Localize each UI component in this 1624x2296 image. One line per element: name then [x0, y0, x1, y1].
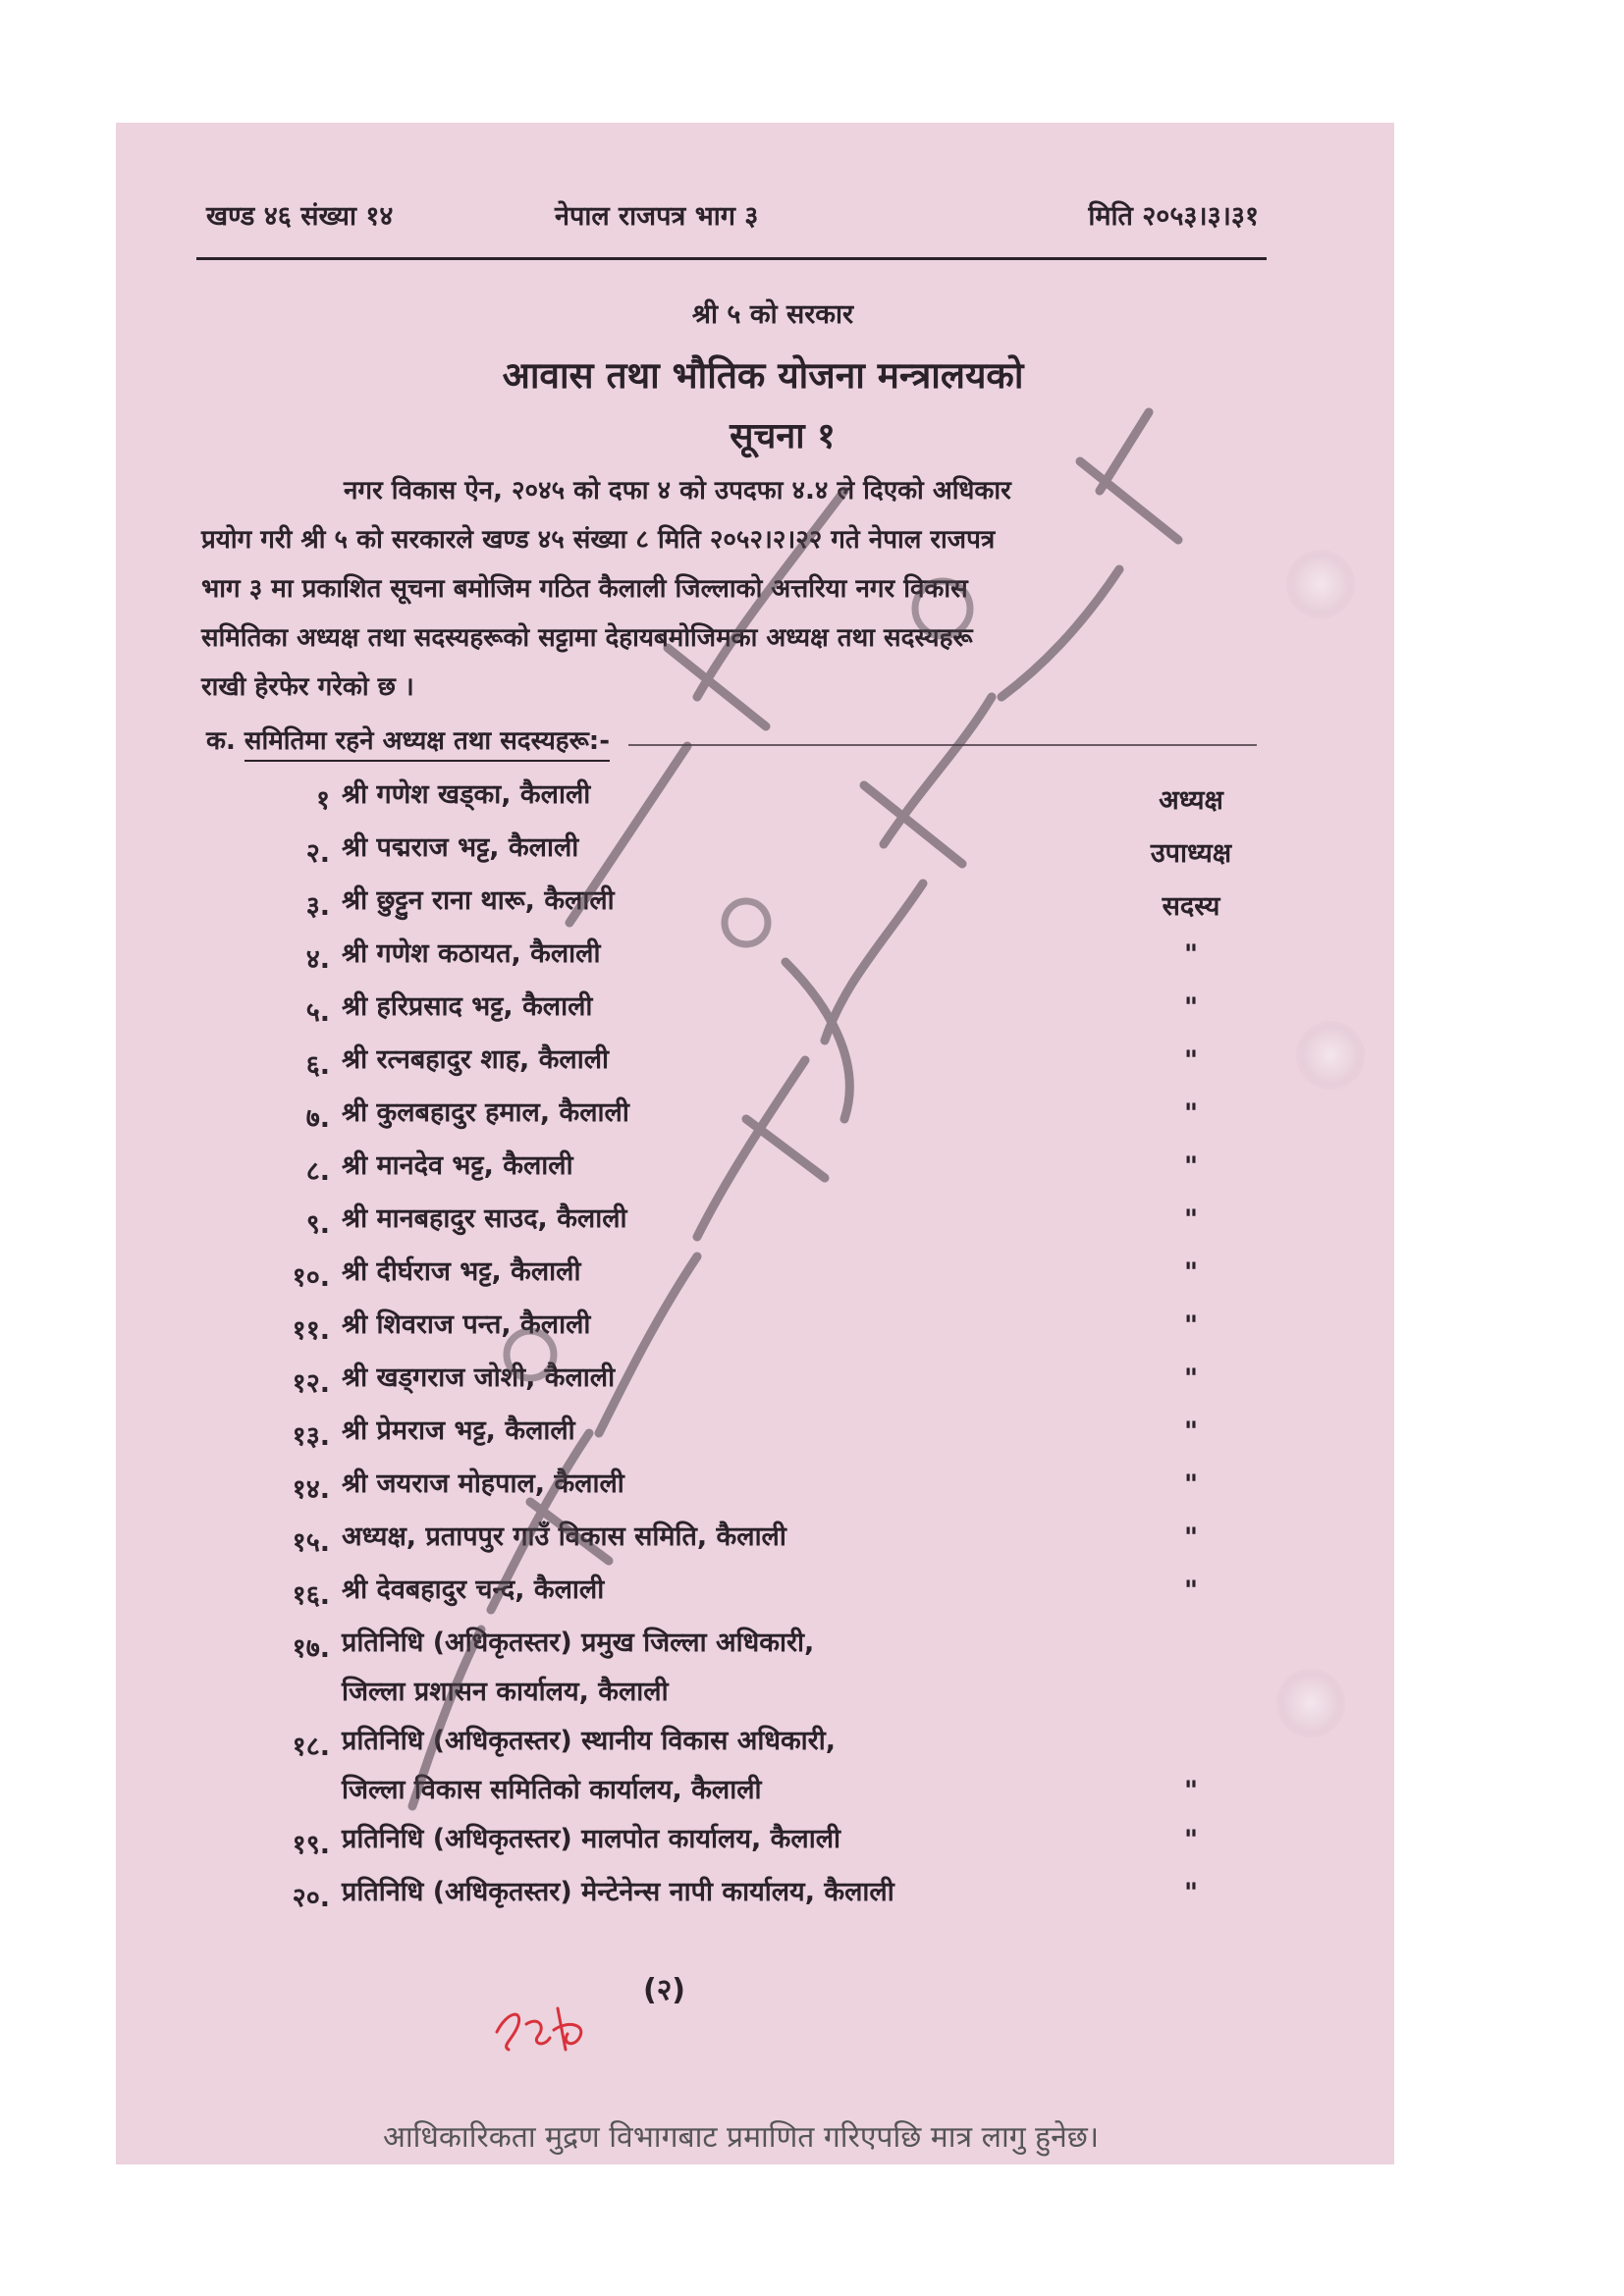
notice-title: सूचना १ [730, 416, 836, 456]
section-title: समितिमा रहने अध्यक्ष तथा सदस्यहरू:- [244, 726, 610, 762]
body-line: प्रयोग गरी श्री ५ को सरकारले खण्ड ४५ संख्या ८ मिति २०५२।२।२२ गते नेपाल राजपत्र [201, 525, 996, 555]
emboss-mark [1276, 1669, 1345, 1737]
emboss-mark [1286, 550, 1355, 618]
member-role: " [1183, 1098, 1199, 1129]
member-role: " [1183, 1878, 1199, 1908]
member-list [244, 780, 1265, 1931]
member-number: १५. [292, 1527, 330, 1558]
member-name [342, 1868, 894, 1917]
member-name-line: श्री मानबहादुर साउद, कैलाली [342, 1203, 627, 1234]
member-number: २०. [292, 1883, 330, 1913]
member-number: २. [305, 838, 330, 869]
member-number: १०. [292, 1262, 330, 1293]
body-line: भाग ३ मा प्रकाशित सूचना बमोजिम गठित कैलाली जिल्लाको अत्तरिया नगर विकास [201, 574, 968, 604]
member-name [342, 1513, 786, 1562]
member-number: १७. [292, 1633, 330, 1664]
header-divider [196, 257, 1267, 260]
member-name-line: श्री गणेश खड्का, कैलाली [342, 779, 591, 810]
member-number: १२. [292, 1368, 330, 1399]
member-role: " [1183, 1363, 1199, 1394]
member-role: " [1183, 1469, 1199, 1500]
member-name-line: अध्यक्ष, प्रतापपुर गाउँ विकास समिति, कैलाली [342, 1522, 786, 1552]
list-item [244, 1878, 1265, 1931]
member-name-line: प्रतिनिधि (अधिकृतस्तर) मालपोत कार्यालय, कैलाली [342, 1824, 840, 1854]
member-number: ३. [305, 891, 330, 922]
emboss-mark [1296, 1021, 1365, 1090]
member-number: ४. [305, 944, 330, 975]
member-name-line: प्रतिनिधि (अधिकृतस्तर) मेन्टेनेन्स नापी कार्यालय, कैलाली [342, 1877, 894, 1907]
member-role: " [1183, 939, 1199, 970]
member-name [342, 1195, 627, 1244]
section-prefix: क. [206, 726, 236, 756]
member-number: १३. [292, 1421, 330, 1452]
member-name-line: श्री खड्गराज जोशी, कैलाली [342, 1362, 616, 1393]
member-name [342, 1301, 590, 1350]
member-role: " [1183, 1257, 1199, 1288]
member-role: " [1183, 1204, 1199, 1235]
member-name [342, 1717, 836, 1815]
member-name-line: श्री हरिप्रसाद भट्ट, कैलाली [342, 991, 593, 1022]
member-name-line: श्री देवबहादुर चन्द, कैलाली [342, 1575, 605, 1605]
member-name [342, 1815, 840, 1864]
member-name [342, 771, 590, 820]
member-role: " [1183, 1522, 1199, 1553]
member-name [342, 1407, 575, 1456]
member-name [342, 983, 592, 1032]
member-name [342, 1142, 573, 1191]
member-name-line: श्री पद्मराज भट्ट, कैलाली [342, 832, 579, 863]
member-name [342, 930, 600, 979]
member-name [342, 1248, 580, 1297]
section-divider [628, 744, 1257, 746]
ministry-heading: आवास तथा भौतिक योजना मन्त्रालयको [502, 354, 1024, 397]
member-name [342, 1619, 814, 1717]
handwritten-page-number [489, 1995, 597, 2063]
issue-date: मिति २०५३।३।३१ [1088, 201, 1259, 232]
member-number: ८. [305, 1156, 330, 1187]
member-name [342, 1036, 609, 1085]
member-role: " [1183, 992, 1199, 1023]
list-item [244, 1727, 1265, 1825]
authenticity-note: आधिकारिकता मुद्रण विभागबाट प्रमाणित गरिएपछि मात्र लागु हुनेछ। [383, 2120, 1100, 2155]
member-name-line: प्रतिनिधि (अधिकृतस्तर) स्थानीय विकास अधिकारी, [342, 1726, 836, 1756]
member-role: सदस्य [1162, 891, 1220, 922]
member-number: ९. [305, 1209, 330, 1240]
member-number: १६. [292, 1580, 330, 1611]
member-role: " [1183, 1045, 1199, 1076]
notice-body [201, 466, 1262, 712]
member-name-line: श्री छुट्टुन राना थारू, कैलाली [342, 885, 615, 916]
page-number: (२) [643, 1973, 686, 2007]
section-heading [206, 721, 610, 757]
member-name-line: श्री जयराज मोहपाल, कैलाली [342, 1468, 624, 1499]
member-name-line: प्रतिनिधि (अधिकृतस्तर) प्रमुख जिल्ला अधिकारी, [342, 1628, 815, 1658]
volume-number: खण्ड ४६ संख्या १४ [206, 201, 394, 232]
member-name-line: जिल्ला विकास समितिको कार्यालय, कैलाली [342, 1775, 762, 1805]
member-name [342, 877, 615, 926]
government-heading: श्री ५ को सरकार [691, 299, 854, 330]
member-number: ६. [305, 1050, 330, 1081]
member-name-line: श्री कुलबहादुर हमाल, कैलाली [342, 1097, 629, 1128]
member-role: " [1183, 1310, 1199, 1341]
member-role: " [1183, 1416, 1199, 1447]
member-name [342, 1089, 629, 1138]
member-number: ७. [305, 1103, 330, 1134]
list-item [244, 1629, 1265, 1727]
member-number: १४. [292, 1474, 330, 1505]
member-role: उपाध्यक्ष [1150, 838, 1232, 869]
gazette-title: नेपाल राजपत्र भाग ३ [555, 201, 759, 232]
member-role: " [1183, 1151, 1199, 1182]
member-number: १ [315, 785, 330, 816]
member-role: " [1183, 1825, 1199, 1855]
gazette-header [206, 196, 1259, 245]
body-line: समितिका अध्यक्ष तथा सदस्यहरूको सट्टामा देहायबमोजिमका अध्यक्ष तथा सदस्यहरू [201, 623, 973, 653]
body-line: नगर विकास ऐन, २०४५ को दफा ४ को उपदफा ४.४ ले दिएको अधिकार [344, 476, 1011, 506]
member-name [342, 1460, 624, 1509]
member-role: " [1183, 1776, 1199, 1806]
member-role: " [1183, 1575, 1199, 1606]
member-number: ५. [305, 997, 330, 1028]
body-line: राखी हेरफेर गरेको छ । [201, 672, 414, 702]
member-name-line: श्री गणेश कठायत, कैलाली [342, 938, 601, 969]
member-number: ११. [292, 1315, 330, 1346]
member-name [342, 1566, 604, 1615]
member-name [342, 824, 578, 873]
member-name-line: श्री रत्नबहादुर शाह, कैलाली [342, 1044, 610, 1075]
member-role: अध्यक्ष [1159, 785, 1223, 816]
member-number: १९. [292, 1830, 330, 1860]
member-name-line: श्री शिवराज पन्त, कैलाली [342, 1309, 591, 1340]
member-name-line: श्री मानदेव भट्ट, कैलाली [342, 1150, 573, 1181]
member-name-line: जिल्ला प्रशासन कार्यालय, कैलाली [342, 1677, 669, 1707]
member-name-line: श्री प्रेमराज भट्ट, कैलाली [342, 1415, 575, 1446]
member-number: १८. [292, 1732, 330, 1762]
member-name [342, 1354, 615, 1403]
member-name-line: श्री दीर्घराज भट्ट, कैलाली [342, 1256, 581, 1287]
